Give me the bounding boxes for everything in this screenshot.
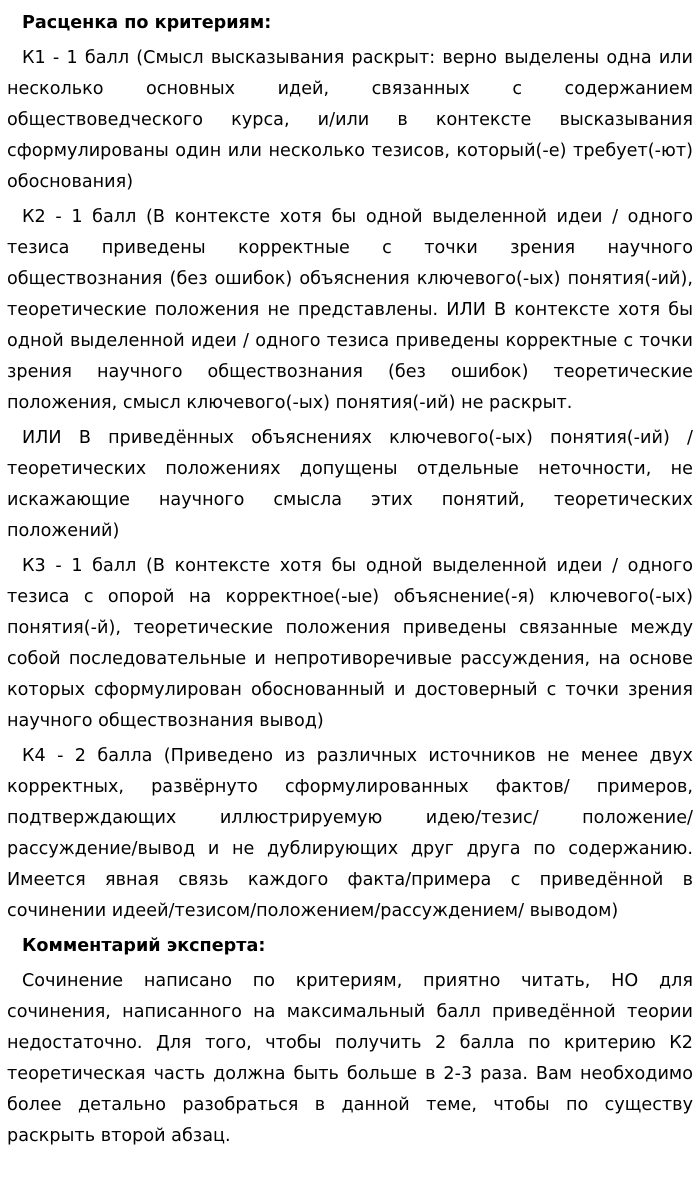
- criterion-k2-alternative: ИЛИ В приведённых объяснениях ключевого(-ых) понятия(-ий) / теоретических положениях допущены отдельные неточности, не искажающие научного смысла этих понятий, теоретических положений): [7, 428, 693, 541]
- criterion-k3: К3 - 1 балл (В контексте хотя бы одной выделенной идеи / одного тезиса с опорой на корректное(-ые) объяснение(-я) ключевого(-ых) понятия(-й), теоретические положения приведены связанные между собой последовательные и непротиворечивые рассуждения, на основе которых сформулирован обоснованный и достоверный с точки зрения научного обществознания вывод): [7, 556, 693, 731]
- criterion-k1: К1 - 1 балл (Смысл высказывания раскрыт: верно выделены одна или несколько основных идей, связанных с содержанием обществоведческого курса, и/или в контексте высказывания сформулированы один или несколько тезисов, который(-е) требует(-ют) обоснования): [7, 48, 693, 192]
- criterion-k2: К2 - 1 балл (В контексте хотя бы одной выделенной идеи / одного тезиса приведены корректные с точки зрения научного обществознания (без ошибок) объяснения ключевого(-ых) понятия(-ий), теоретические положения не представлены. ИЛИ В контексте хотя бы одной выделенной идеи / одного тезиса приведены корректные с точки зрения научного обществознания (без ошибок) теоретические положения, смысл ключевого(-ых) понятия(-ий) не раскрыт.: [7, 207, 693, 413]
- expert-comment-heading: Комментарий эксперта:: [22, 936, 266, 956]
- criterion-k4: К4 - 2 балла (Приведено из различных источников не менее двух корректных, развёрнуто сформулированных фактов/ примеров, подтверждающих иллюстрируемую идею/тезис/ положение/ рассуждение/вывод и не дублирующих друг друга по содержанию. Имеется явная связь каждого факта/примера с приведённой в сочинении идеей/тезисом/положением/рассуждением/ выводом): [7, 746, 693, 921]
- criteria-heading: Расценка по критериям:: [22, 13, 272, 33]
- expert-comment-text: Сочинение написано по критериям, приятно читать, НО для сочинения, написанного на максимальный балл приведённой теории недостаточно. Для того, чтобы получить 2 балла по критерию К2 теоретическая часть должна быть больше в 2-3 раза. Вам необходимо более детально разобраться в данной теме, чтобы по существу раскрыть второй абзац.: [7, 971, 693, 1146]
